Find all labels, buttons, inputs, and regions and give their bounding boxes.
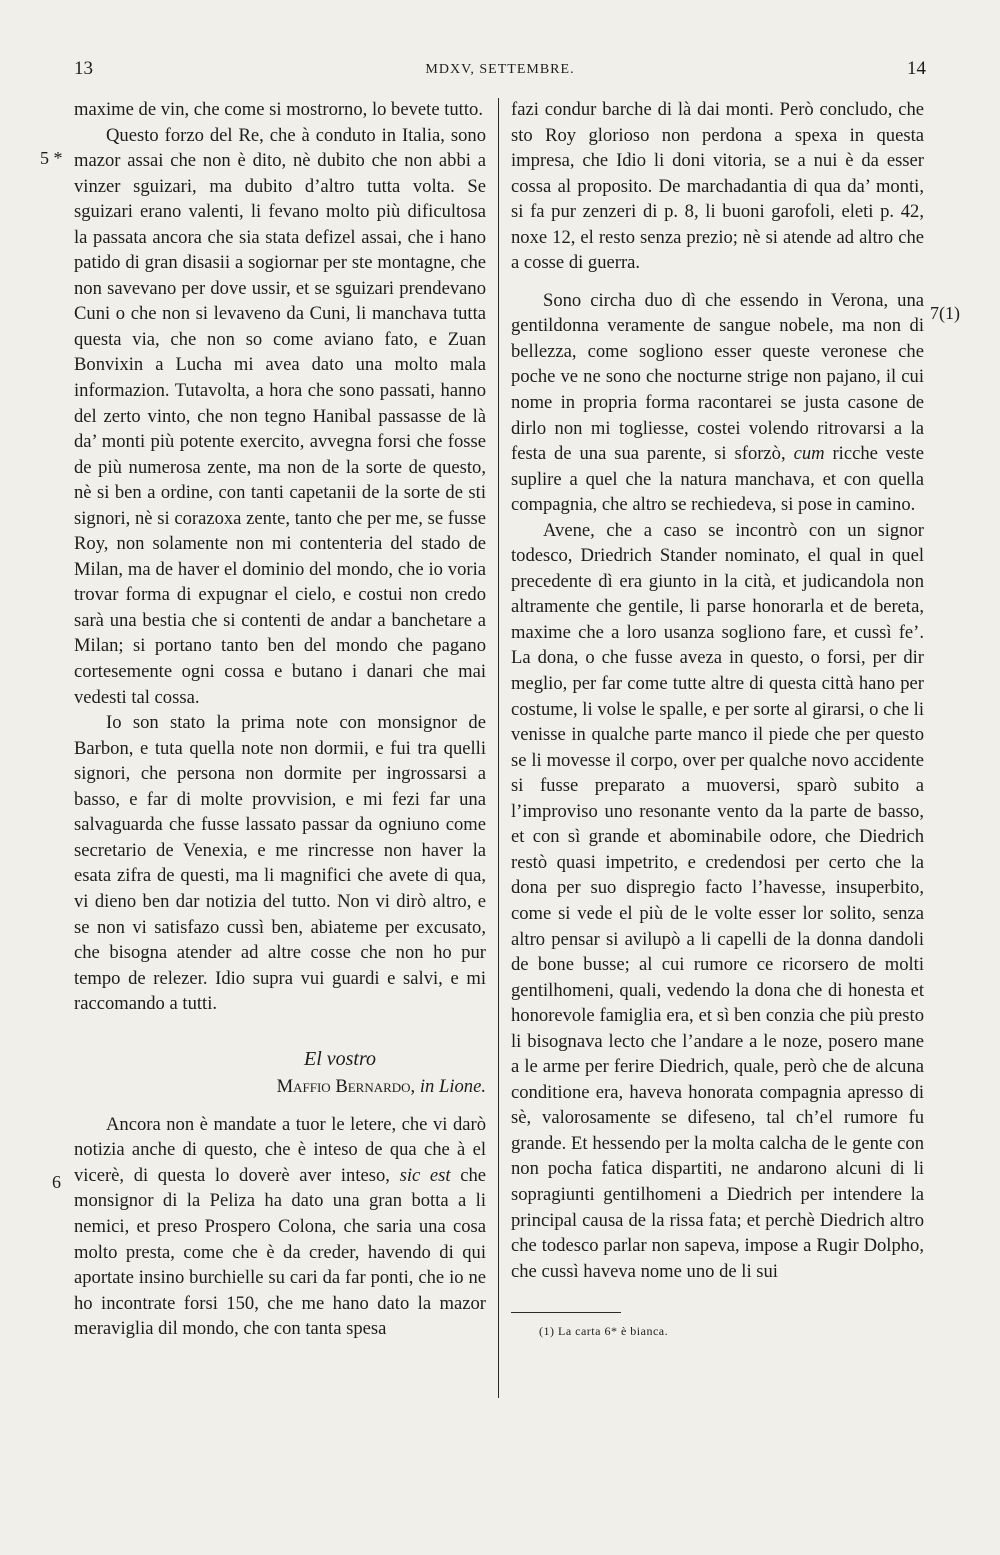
page-header bbox=[74, 58, 926, 86]
footnote-rule bbox=[511, 1312, 621, 1313]
text-run: ricche veste suplire a quel che la natura manchava, et con quella compagnia, che altro se rechiedeva, si pose in camino. bbox=[511, 443, 924, 516]
paragraph bbox=[74, 1112, 486, 1342]
paragraph: maxime de vin, che come si mostrorno, lo bevete tutto. bbox=[74, 99, 483, 120]
paragraph: Questo forzo del Re, che à conduto in Italia, sono mazor assai che non è dito, nè dubito che non abbi a vinzer sguizari, ma dubito d’altro tutta volta. Se sguizari erano valenti, li fevano molto più dificultosa la passata ancora che sia stata defizel assai, che i hano patido di gran disasii a sogiornar per ste montagne, che non savevano per dove ussir, et se sguizari prendevano Cuni o che non si levaveno da Cuni, li manchava tutta questa via, che non so come aviano fato, e Zuan Bonvixin a Lucha mi avea dato una molto mala informazion. Tutavolta, a hora che sono passati, hanno del zerto vinto, che non tegno Hanibal passasse de là da’ monti più potente exercito, avvegna forsi che fosse de più numerosa zente, ma non de la sorte de questo, nè si ben a ordine, con tanti capetanii de la sorte de sti signori, nè si corazoxa zente, tanto che per me, se fusse Roy, non solamente non mi contenteria del stado de Milan, ma de haver el dominio del mondo, che io voria trovar forma di expugnar el cielo, e costui non credo sarà una bestia che si contenti de andar a banchetare a Milan; si portano tanto ben del mondo che pagano cortesemente ogni cossa e butano i danari che mai vedesti tal cossa. bbox=[74, 124, 486, 708]
margin-number-6: 6 bbox=[52, 1172, 61, 1192]
column-divider bbox=[498, 98, 499, 1398]
margin-number-7: 7(1) bbox=[930, 303, 960, 323]
signature-place: in Lione. bbox=[419, 1076, 486, 1098]
italic-run: sic est bbox=[399, 1164, 451, 1186]
footnote: (1) La carta 6* è bianca. bbox=[539, 1324, 669, 1339]
paragraph: Io son stato la prima note con monsignor de Barbon, e tuta quella note non dormii, e fui tra quelli signori, che persona non dormite per ingrossarsi a basso, e far di molte provvision, e mi fezi far una salvaguarda che fusse lassato passar da ogniuno come secretario de Venexia, e me rincresse non haver la esata zifra de questi, ma li magnifici che avete di qua, vi dieno ben dar notizia del tutto. Non vi dirò altro, e se non vi satisfazo cussì ben, abiateme per excusato, che bisogna atender ad altre cosse che non ho pur tempo de relezer. Idio supra vui guardi e salvi, e mi raccomando a tutti. bbox=[74, 712, 486, 1015]
paragraph: fazi condur barche di là dai monti. Però concludo, che sto Roy glorioso non perdona a spexa in questa impresa, che Idio li doni vitoria, se a nui è da esser cossa al proposito. De marchadantia di qua da’ monti, si fa pur zenzeri di p. 8, li buoni garofoli, eleti p. 42, noxe 12, el resto senza prezio; nè si atende ad altro che a cosse di guerra. bbox=[511, 99, 924, 274]
running-title: MDXV, SETTEMBRE. bbox=[425, 62, 575, 77]
right-column bbox=[511, 97, 924, 1345]
paragraph: Avene, che a caso se incontrò con un signor todesco, Driedrich Stander nominato, el qual in quel precedente dì era giunto in la cità, et judicandola non altramente che gentile, li parse honorarla et de bereta, maxime che a loro usanza sogliono fare, et cussì fe’. La dona, o che fusse aveza in questo, o forsi, per dir meglio, per far come tutte altre di questa città hano per costume, li volse le spalle, e per sorte al girarsi, o che li venisse in qualche parte manco il piede che per questo se li movesse il corpo, over per qualche novo accidente si fusse preparato a muoversi, sparò subito a l’improviso uno resonante vento da la parte de basso, et con sì grande et abominabile odore, che Diedrich restò quasi impetrito, e credendosi per certo che la dona per suo dispregio facto l’havesse, insuperbito, come si vede el più de le volte esser lor solito, senza altro pensar si avilupò a li capelli de la donna dandoli de bone busse; al cui rumore ce ricorsero de molti gentilhomeni, quali, vedendo la dona che di honesta et honorevole famiglia era, et sì ben conzia che più presto li bisognava lecto che l’andare a le noze, posero mane a le arme per ferire Diedrich, quale, però che de alcuna conditione era, haveva honorata compagnia apresso di sè, valorosamente se difeseno, tal ch’el rumore fu grande. Et hessendo per la molta calcha de le gente con non pocha fatica dispartiti, ne andarono alcuni di li sopragiunti gentilhomeni a Diedrich per intendere la principal causa de la rissa fata; et perchè Diedrich altro che todesco parlar non sapeva, impose a Rugir Dolpho, che cussì haveva nome uno de li sui bbox=[511, 519, 924, 1282]
signature bbox=[74, 1074, 486, 1100]
page-number-left: 13 bbox=[74, 58, 93, 79]
text-run: che monsignor di la Peliza ha dato una gran botta a li nemici, et preso Prospero Colona, che saria una cosa molto presta, come che è da creder, havendo di qui aportate insino burchielle su cari da far ponti, che io ne ho incontrate forsi 150, che me hano dato la mazor meraviglia dil mondo, che con tanta spesa bbox=[74, 1164, 486, 1340]
signature-salutation: El vostro bbox=[303, 1047, 377, 1070]
paragraph bbox=[511, 288, 924, 518]
italic-run: cum bbox=[793, 443, 825, 465]
signature-name: Maffio Bernardo, bbox=[276, 1076, 416, 1098]
page-number-right: 14 bbox=[907, 58, 926, 79]
left-column bbox=[74, 97, 486, 1342]
text-run: Sono circha duo dì che essendo in Verona, una gentildonna veramente de sangue nobele, ma non di bellezza, come sogliono esser queste veronese che poche ve ne sono che nocturne strige non pajano, il cui nome in propria forma racontarei se justa casone de dirlo non mi togliesse, costei volendo ritrovarsi a la festa de una sua parente, si sforzò, bbox=[511, 289, 924, 465]
margin-number-5: 5 * bbox=[40, 148, 63, 168]
text-run: Ancora non è mandate a tuor le letere, che vi darò notizia anche di questo, che è inteso de qua che à el vicerè, di questa lo doverè aver inteso, bbox=[74, 1113, 486, 1186]
